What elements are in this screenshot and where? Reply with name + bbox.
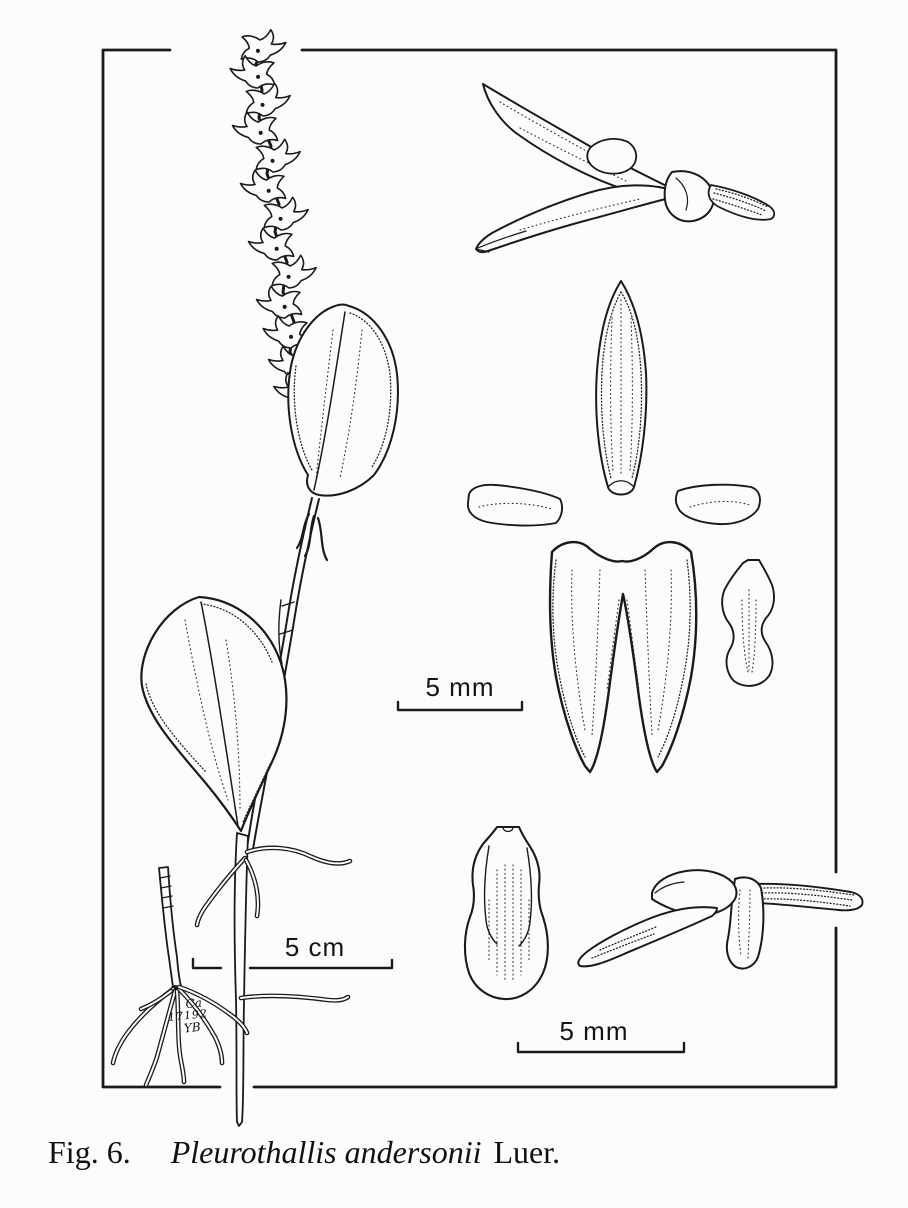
species-name: Pleurothallis andersonii bbox=[170, 1134, 482, 1170]
upper-leaf bbox=[288, 305, 398, 496]
pedicel bbox=[709, 185, 775, 220]
lip-front-view bbox=[722, 560, 774, 686]
collection-annotation-monogram: Ca bbox=[184, 995, 203, 1012]
detached-stem-and-roots bbox=[113, 867, 247, 1085]
pedicel-detail bbox=[757, 884, 863, 911]
lower-leaf bbox=[141, 597, 286, 831]
column-side-view bbox=[578, 870, 862, 968]
scale-bar-dissection-label: 5 mm bbox=[425, 672, 495, 702]
collection-annotation-number: 17192 bbox=[167, 1006, 209, 1025]
figure-number-label: Fig. 6. bbox=[48, 1134, 131, 1170]
figure-caption bbox=[48, 1134, 868, 1171]
species-author: Luer. bbox=[493, 1134, 561, 1170]
dorsal-sepal bbox=[596, 281, 646, 495]
node-rootlets bbox=[297, 514, 327, 560]
lip-side-arm bbox=[578, 907, 717, 966]
collection-annotation-initials: YB bbox=[183, 1019, 202, 1036]
synsepal bbox=[550, 542, 696, 772]
scale-bar-dissection bbox=[398, 702, 522, 710]
roots bbox=[197, 848, 350, 1001]
lower-stem bbox=[235, 833, 248, 1126]
petal-left bbox=[468, 485, 562, 526]
scale-bar-habit-label: 5 cm bbox=[284, 932, 346, 962]
petal-right bbox=[676, 485, 760, 524]
scale-bar-detail-label: 5 mm bbox=[559, 1016, 629, 1046]
lip-enlarged bbox=[465, 827, 548, 999]
flower-side-view bbox=[476, 84, 774, 252]
collection-annotation bbox=[150, 994, 225, 1037]
